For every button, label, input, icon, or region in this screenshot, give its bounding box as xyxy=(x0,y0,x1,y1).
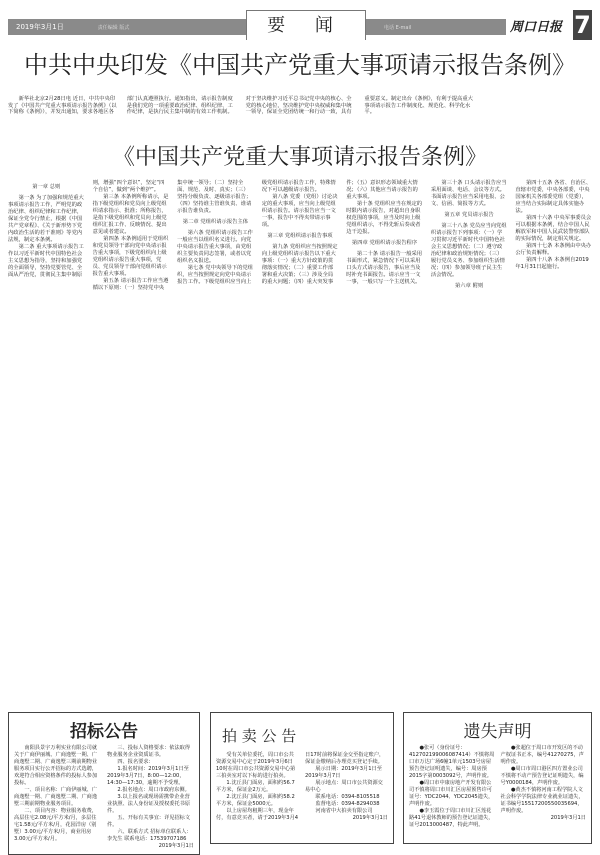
ad-paragraph: 南阳县景宇万利实业有限公司就关于广商伊丽城、广商逸墅一期、广商逸墅二期、广商逸墅三期前期物业服务项目实行公开招标的方式选聘，欢迎符合相应资格条件的投标人参加投标。 xyxy=(14,745,98,786)
chapter-heading: 第五章 党员请示报告 xyxy=(444,212,494,218)
ad-paragraph: 2.报名地点：周口市政府东侧。 xyxy=(117,787,190,793)
article-paragraph: 第六条 党组织请示报告工作一般应当以组织名义进行。向党中央请示报告重大事项，由党组织主要负责同志签署，或者以党组织名义报送。 xyxy=(177,230,253,264)
ad-paragraph: 展示地点：周口市公共资源交易中心 xyxy=(305,780,383,793)
page-number: 7 xyxy=(574,11,591,39)
ad-paragraph: 以上房屋均租期三年，现金年付，有意竞买者，请于2019年3月4日17时前将保证金交至指定账户，保证金缴纳后办理竞买登记手续。 xyxy=(216,752,385,821)
chapter-heading: 第三章 党组织请示报告事项 xyxy=(267,233,333,239)
ad-paragraph: 二、项目内容：物业服务收费，高层住宅2.08元/平方米/月，多层住宅1.58元/平方米/月，花园洋房（别墅）3.00元/平方米/月，商业用房3.00元/平方米/月。 xyxy=(14,808,98,842)
ad-paragraph: 2.沈丘县门面房，面积约58.2平方米，保证金5000元。 xyxy=(216,794,295,807)
ad-paragraph: 监督电话：0394-8294038 xyxy=(315,801,380,807)
ad-title: 遗失声明 xyxy=(463,722,532,742)
ad-paragraph: ●李玉霞位于周口市川汇区莲花路41号退休教师的预告登记证遗失，证号2013000487，特此声明。 xyxy=(409,808,494,828)
article-paragraph: 第十条 党组织应当在规定的时限内请示报告，对超出自身职权范围的事项，应当及时向上级党组织请示，不得先斩后奏或者边干边报。 xyxy=(346,201,423,235)
article-paragraph: 第四十七条 本条例由中央办公厅负责解释。 xyxy=(515,243,592,256)
intro-article: 新华社北京2月28日电 近日，中共中央印发了《中国共产党重大事项请示报告条例》（以下简称《条例》），并发出通知，要求各地区各部门认真遵照执行。通知指出，请示报告制度是我们党的一项重要政治纪律、组织纪律、工作纪律，是执行民主集中制的有效工作机制。对于坚决维护习近平总书记党中央的核心、全党的核心地位，坚决维护党中央权威和集中统一领导，保证全党团结统一和行动一致，具有重要意义。制定出台《条例》，有利于提高重大事项请示报告工作制度化、规范化、科学化水平。 xyxy=(8,96,473,116)
contact-info: 电话 E-mail xyxy=(384,25,412,31)
article-paragraph: 第八条 党委（党组）讨论决定的重大事项，应当向上级党组织请示报告。请示报告应当一文一事，报告中不得夹带请示事项。 xyxy=(261,194,338,228)
header-date-bar xyxy=(8,19,246,35)
ad-paragraph: 联系电话：0394-8105518 xyxy=(315,794,380,800)
ad-text xyxy=(409,745,586,829)
ad-paragraph: 河南省中大拍卖有限公司 xyxy=(315,808,373,814)
ad-date: 2019年3月1日 xyxy=(352,815,388,821)
article-paragraph: 第五条 请示报告工作应当遵循以下原则：（一）坚持党中央集中统一领导；（二）坚持全面、规范、及时、真实；（三）坚持分级负责、逐级请示报告；（四）坚持谁主管谁负责、谁请示报告谁负责。 xyxy=(92,180,252,291)
ad-paragraph: 四、报名要求： xyxy=(117,759,154,765)
ad-paragraph: 1.报名时间：2019年3月1日至2019年3月7日，8:00—12:00，14:30—17:30，逾期不予受理。 xyxy=(107,766,189,786)
ad-paragraph: 受有关单位委托，周口市公共资源交易中心定于2019年3月6日10时在周口市公共资源交易中心第三拍卖室对以下标的进行拍卖。 xyxy=(216,752,296,779)
article-paragraph: 第四十八条 本条例自2019年1月31日起施行。 xyxy=(515,257,589,270)
article-paragraph: 第七条 党中央领导下的党组织，应当按照规定向党中央请示报告工作。下级党组织应当向上级党组织请示报告工作，特殊情况下可以越级请示报告。 xyxy=(177,180,336,285)
section-title: 要 闻 xyxy=(246,10,366,40)
ad-paragraph: 3.以上报名或现场需携带企业营业执照、法人身份证及授权委托书原件。 xyxy=(107,794,191,814)
ad-date: 2019年3月1日 xyxy=(158,843,194,849)
ad-title: 拍 卖 公 告 xyxy=(222,727,297,745)
ad-paragraph: ●周口市周口港区四方置业公司不慎将不动产预告登记证明遗失，编号Y0000184，声明作废。 xyxy=(500,766,584,786)
ad-paragraph: ●张可（身份证号：412702199006087414）不慎将周口市万达广场6幢1单元1503号房屋预告登记证明遗失，编号：周房预2015字第0003092号，声明作废。 xyxy=(409,745,495,779)
ad-paragraph: 五、开标有关事宜：详见招标文件。 xyxy=(107,815,191,828)
ad-paragraph: 六、联系方式 招标单位联系人：李先生 联系电话：17539707186 xyxy=(107,829,192,842)
article-paragraph: 第一条 为了加强和规范重大事项请示报告工作，严明党的政治纪律、组织纪律和工作纪律，保证全党令行禁止，根据《中国共产党章程》、《关于新形势下党内政治生活的若干准则》等党内法规，制定本条例。 xyxy=(8,195,84,243)
ad-paragraph: 展示日期：2019年3月1日至2019年3月7日 xyxy=(305,766,382,779)
article-paragraph: 第九条 党组织应当按照规定向上级党组织请示报告以下重大事项：（一）重大方针政策的贯彻落实情况；（二）重要工作部署和重大决策；（三）涉及全局的重大问题；（四）重大突发事件；（五）意识形态领域重大情况；（六）其他应当请示报告的重大事项。 xyxy=(261,180,418,285)
header-contact-bar xyxy=(366,19,506,35)
article-paragraph: 第四条 本条例适用于党组织和党员领导干部向党中央请示报告重大事项，下级党组织向上级党组织请示报告重大事项，党员、党员领导干部向党组织请示报告重大事项。 xyxy=(92,236,169,277)
ad-loss-statement xyxy=(403,712,592,844)
article-paragraph: 第三十八条 党员应当向党组织请示报告下列事项：（一）学习贯彻习近平新时代中国特色社会主义思想情况；（二）遵守政治纪律和政治规矩情况；（三）履行党员义务、参加组织生活情况；（四）参加领导班子民主生活会情况。 xyxy=(430,223,507,278)
ad-paragraph: 一、项目名称：广商伊丽城、广商逸墅一期、广商逸墅二期、广商逸墅三期前期物业服务项目。 xyxy=(14,787,98,807)
subheadline: 《中国共产党重大事项请示报告条例》 xyxy=(112,145,487,170)
article-paragraph: 第四十五条 各省、自治区、直辖市党委，中央各部委，中央国家机关各部委党组（党委），应当结合实际制定具体实施办法。 xyxy=(515,180,592,214)
editor-credit: 责任编辑 版式 xyxy=(97,25,130,31)
chapter-heading: 第六章 附则 xyxy=(455,283,484,289)
ad-title: 招标公告 xyxy=(70,722,138,742)
chapter-heading: 第一章 总则 xyxy=(32,184,61,190)
ad-text xyxy=(216,752,388,822)
chapter-heading: 第四章 党组织请示报告程序 xyxy=(351,240,418,246)
issue-date: 2019年3月1日 xyxy=(16,23,64,31)
ad-paragraph: ●黄杰不慎将河南工程学院人文社会科学学院法律专业就业证遗失，证书编号15517200550035694，声明作废。 xyxy=(500,787,584,814)
ad-tender-notice xyxy=(8,712,200,855)
ad-paragraph: 三、投标人资格要求：依法取得物业服务企业资质证书。 xyxy=(107,745,191,758)
ad-paragraph: ●周口市中康房地产开发有限公司不慎将周口市川汇区房屋预售许可证号：YDC2044、YDC2045遗失，声明作废。 xyxy=(409,780,494,807)
ad-text xyxy=(14,745,194,850)
ad-date: 2019年3月1日 xyxy=(550,815,586,821)
article-paragraph: 第四十六条 中央军事委员会可以根据本条例，结合中国人民解放军和中国人民武装警察部队的实际情况，制定相关规定。 xyxy=(515,215,592,242)
article-paragraph: 第二条 重大事项请示报告工作以习近平新时代中国特色社会主义思想为指导，坚持和加强党的全面领导，坚持党要管党、全面从严治党，贯彻民主集中制原则，增强“四个意识”，坚定“四个自信”，做到“两个维护”。 xyxy=(8,180,165,278)
headline: 中共中央印发《中国共产党重大事项请示报告条例》 xyxy=(24,51,576,79)
ad-auction-notice xyxy=(210,712,394,844)
regulation-body xyxy=(8,180,592,292)
article-paragraph: 第二十条 请示报告一般采用书面形式，紧急情况下可以采用口头方式请示报告，事后应当及时补充书面报告。请示应当一文一事，一般只写一个主送机关。 xyxy=(346,251,423,285)
page-header xyxy=(8,10,592,42)
ad-paragraph: 1.沈丘县门面房，面积约56.7平方米，保证金2万元。 xyxy=(216,780,295,793)
ad-paragraph: ●张超位于周口市开发区的不动产权证书正本，编号41270275，声明作废。 xyxy=(500,745,584,765)
article-paragraph: 第三条 本条例所称请示，是指下级党组织和党员向上级党组织请求指示、批准；所称报告，是指下级党组织和党员向上级党组织汇报工作、反映情况、提出意见或者建议。 xyxy=(92,194,169,235)
article-paragraph: 第三十条 口头请示报告应当采用面谈、电话、会议等方式。书面请示报告应当采用电报、公文、信函、简报等方式。 xyxy=(430,180,507,207)
chapter-heading: 第二章 党组织请示报告主体 xyxy=(182,219,249,225)
newspaper-logo: 周口日报 xyxy=(510,20,563,35)
